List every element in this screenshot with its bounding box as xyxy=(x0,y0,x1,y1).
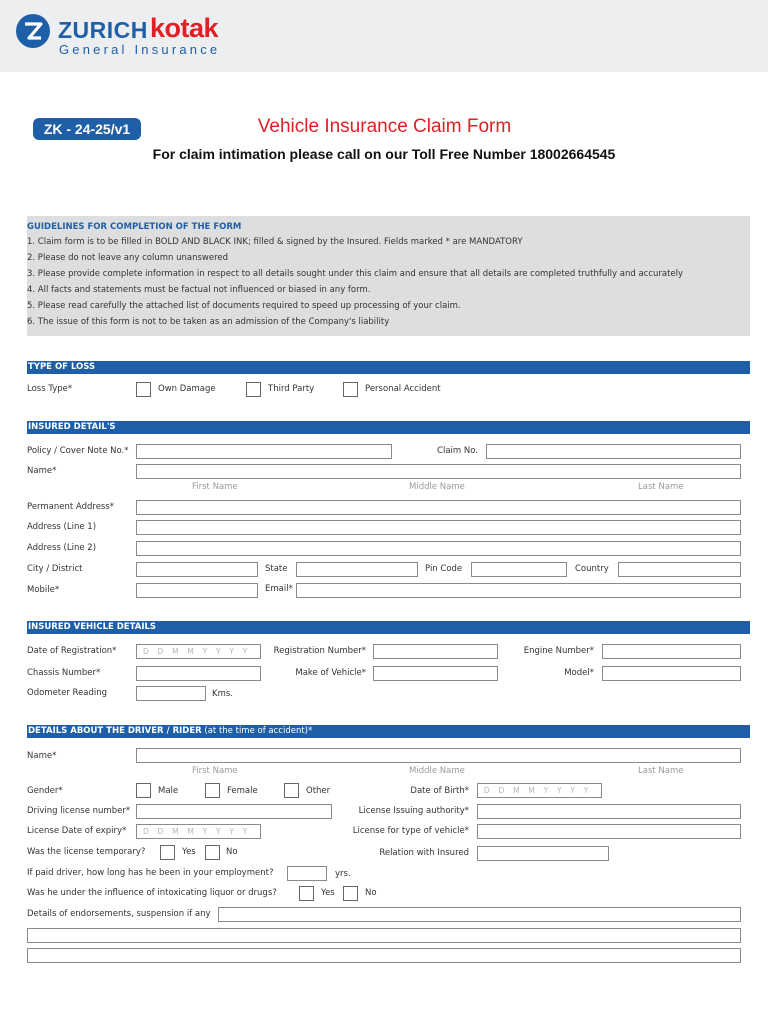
first-name-hint: First Name xyxy=(192,482,238,492)
engine-number-input[interactable] xyxy=(602,644,741,659)
guideline-item: 3. Please provide complete information in respect to all details sought under this claim and ensure that all details are completed truthfully and accurately xyxy=(27,269,684,279)
gender-label: Gender* xyxy=(27,786,63,796)
date-of-registration-input[interactable]: D D M M Y Y Y Y xyxy=(136,644,261,659)
form-code-badge: ZK - 24-25/v1 xyxy=(33,118,141,140)
model-label: Model* xyxy=(564,668,594,678)
employment-duration-input[interactable] xyxy=(287,866,327,881)
state-input[interactable] xyxy=(296,562,418,577)
personal-accident-checkbox[interactable] xyxy=(343,382,358,397)
city-label: City / District xyxy=(27,564,83,574)
intoxication-yes-checkbox[interactable] xyxy=(299,886,314,901)
pin-code-input[interactable] xyxy=(471,562,567,577)
intoxication-label: Was he under the influence of intoxicating liquor or drugs? xyxy=(27,888,277,898)
endorsements-line-2[interactable] xyxy=(27,928,741,943)
date-of-birth-input[interactable]: D D M M Y Y Y Y xyxy=(477,783,602,798)
country-input[interactable] xyxy=(618,562,741,577)
form-title: Vehicle Insurance Claim Form xyxy=(257,116,512,137)
driver-section-title: DETAILS ABOUT THE DRIVER / RIDER xyxy=(28,726,202,736)
insured-name-input[interactable] xyxy=(136,464,741,479)
driving-license-number-input[interactable] xyxy=(136,804,332,819)
driver-section-note: (at the time of accident)* xyxy=(201,726,313,736)
female-label: Female xyxy=(227,786,258,796)
driver-name-label: Name* xyxy=(27,751,57,761)
engine-number-label: Engine Number* xyxy=(523,646,594,656)
permanent-address-input[interactable] xyxy=(136,500,741,515)
driver-first-name-hint: First Name xyxy=(192,766,238,776)
male-checkbox[interactable] xyxy=(136,783,151,798)
permanent-address-label: Permanent Address* xyxy=(27,502,115,512)
male-label: Male xyxy=(158,786,179,796)
policy-no-label: Policy / Cover Note No.* xyxy=(27,446,129,456)
state-label: State xyxy=(265,564,288,574)
registration-number-label: Registration Number* xyxy=(273,646,366,656)
date-of-birth-label: Date of Birth* xyxy=(410,786,469,796)
make-of-vehicle-input[interactable] xyxy=(373,666,498,681)
driver-name-input[interactable] xyxy=(136,748,741,763)
driver-last-name-hint: Last Name xyxy=(638,766,684,776)
country-label: Country xyxy=(575,564,609,574)
make-of-vehicle-label: Make of Vehicle* xyxy=(295,668,366,678)
claim-no-input[interactable] xyxy=(486,444,741,459)
kotak-wordmark: kotak xyxy=(150,13,219,43)
kms-unit: Kms. xyxy=(212,689,233,699)
intoxication-no-checkbox[interactable] xyxy=(343,886,358,901)
license-expiry-input[interactable]: D D M M Y Y Y Y xyxy=(136,824,261,839)
model-input[interactable] xyxy=(602,666,741,681)
endorsements-input[interactable] xyxy=(218,907,741,922)
license-issuing-authority-input[interactable] xyxy=(477,804,741,819)
section-driver-details xyxy=(27,725,750,738)
brand-tagline: General Insurance xyxy=(59,42,221,57)
endorsements-label: Details of endorsements, suspension if any xyxy=(27,909,211,919)
driving-license-number-label: Driving license number* xyxy=(27,806,131,816)
email-input[interactable] xyxy=(296,583,741,598)
intoxication-no-label: No xyxy=(365,888,377,898)
address-line2-input[interactable] xyxy=(136,541,741,556)
other-checkbox[interactable] xyxy=(284,783,299,798)
section-type-of-loss: TYPE OF LOSS xyxy=(27,361,750,374)
insured-name-label: Name* xyxy=(27,466,57,476)
personal-accident-label: Personal Accident xyxy=(365,384,441,394)
third-party-checkbox[interactable] xyxy=(246,382,261,397)
endorsements-line-3[interactable] xyxy=(27,948,741,963)
license-temporary-yes-checkbox[interactable] xyxy=(160,845,175,860)
mobile-input[interactable] xyxy=(136,583,258,598)
policy-no-input[interactable] xyxy=(136,444,392,459)
guideline-item: 1. Claim form is to be filled in BOLD AND BLACK INK; filled & signed by the Insured. Fields marked * are MANDATORY xyxy=(27,237,523,247)
guidelines-panel xyxy=(27,216,750,336)
license-vehicle-type-input[interactable] xyxy=(477,824,741,839)
city-input[interactable] xyxy=(136,562,258,577)
employment-duration-label: If paid driver, how long has he been in your employment? xyxy=(27,868,274,878)
pin-code-label: Pin Code xyxy=(425,564,463,574)
mobile-label: Mobile* xyxy=(27,585,60,595)
license-temporary-label: Was the license temporary? xyxy=(27,847,146,857)
guideline-item: 5. Please read carefully the attached list of documents required to speed up processing of your claim. xyxy=(27,301,461,311)
guideline-item: 2. Please do not leave any column unanswered xyxy=(27,253,229,263)
license-temporary-no-checkbox[interactable] xyxy=(205,845,220,860)
license-temporary-no-label: No xyxy=(226,847,238,857)
guidelines-title: GUIDELINES FOR COMPLETION OF THE FORM xyxy=(27,222,242,232)
driver-middle-name-hint: Middle Name xyxy=(409,766,465,776)
guideline-item: 4. All facts and statements must be factual not influenced or biased in any form. xyxy=(27,285,371,295)
loss-type-label: Loss Type* xyxy=(27,384,73,394)
own-damage-label: Own Damage xyxy=(158,384,216,394)
own-damage-checkbox[interactable] xyxy=(136,382,151,397)
relation-with-insured-input[interactable] xyxy=(477,846,609,861)
license-vehicle-type-label: License for type of vehicle* xyxy=(352,826,469,836)
middle-name-hint: Middle Name xyxy=(409,482,465,492)
intoxication-yes-label: Yes xyxy=(321,888,335,898)
other-label: Other xyxy=(306,786,331,796)
years-unit: yrs. xyxy=(335,869,351,879)
toll-free-note: For claim intimation please call on our Toll Free Number 18002664545 xyxy=(152,146,616,162)
address-line1-label: Address (Line 1) xyxy=(27,522,97,532)
third-party-label: Third Party xyxy=(268,384,315,394)
odometer-label: Odometer Reading xyxy=(27,688,108,698)
chassis-number-input[interactable] xyxy=(136,666,261,681)
address-line2-label: Address (Line 2) xyxy=(27,543,97,553)
registration-number-input[interactable] xyxy=(373,644,498,659)
license-temporary-yes-label: Yes xyxy=(182,847,196,857)
zurich-logo-icon xyxy=(16,14,50,48)
female-checkbox[interactable] xyxy=(205,783,220,798)
section-vehicle-details: INSURED VEHICLE DETAILS xyxy=(27,621,750,634)
license-expiry-label: License Date of expiry* xyxy=(27,826,127,836)
email-label: Email* xyxy=(265,584,293,594)
last-name-hint: Last Name xyxy=(638,482,684,492)
claim-no-label: Claim No. xyxy=(437,446,478,456)
date-of-registration-label: Date of Registration* xyxy=(27,646,117,656)
relation-with-insured-label: Relation with Insured xyxy=(379,848,469,858)
section-insured-details: INSURED DETAIL'S xyxy=(27,421,750,434)
zurich-wordmark: ZURICH xyxy=(58,17,148,43)
guideline-item: 6. The issue of this form is not to be taken as an admission of the Company's liability xyxy=(27,317,390,327)
license-issuing-authority-label: License Issuing authority* xyxy=(358,806,469,816)
odometer-input[interactable] xyxy=(136,686,206,701)
chassis-number-label: Chassis Number* xyxy=(27,668,101,678)
address-line1-input[interactable] xyxy=(136,520,741,535)
